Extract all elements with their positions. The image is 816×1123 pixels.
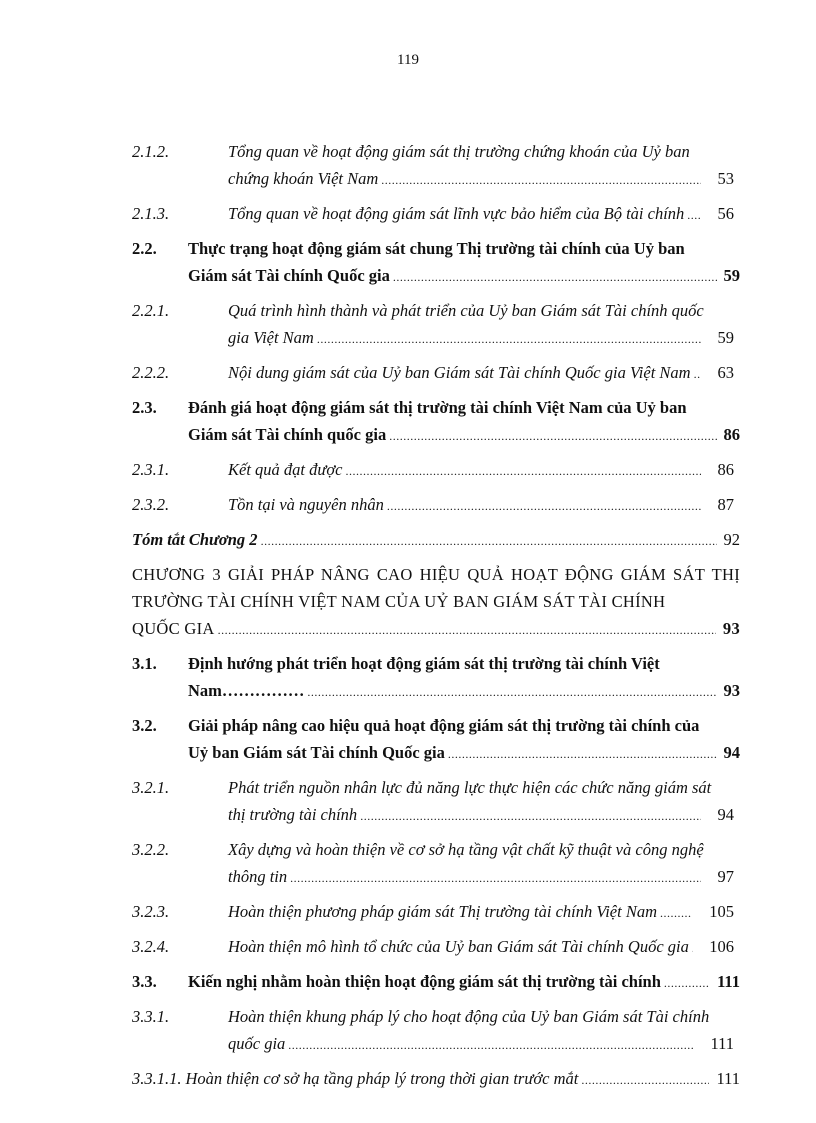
toc-entry-number: 3.2.1. bbox=[132, 778, 170, 797]
toc-entry-number: 3.2.3. bbox=[132, 902, 170, 921]
toc-entry-number: 3.1. bbox=[132, 654, 157, 673]
toc-entry-page: 92 bbox=[723, 530, 740, 549]
toc-entry-page: 111 bbox=[710, 1034, 734, 1053]
toc-entry-title-end: Tồn tại và nguyên nhân bbox=[228, 495, 384, 514]
toc-entry-page: 111 bbox=[716, 1069, 740, 1088]
toc-entry[interactable] bbox=[132, 138, 740, 194]
dot-leader bbox=[389, 423, 716, 450]
dot-leader bbox=[664, 970, 710, 997]
toc-entry[interactable] bbox=[132, 774, 740, 830]
toc-entry-title-end: gia Việt Nam bbox=[228, 328, 314, 347]
toc-entry-page: 111 bbox=[717, 972, 740, 991]
toc-entry-page: 86 bbox=[723, 425, 740, 444]
toc-entry-title-end: quốc gia bbox=[228, 1034, 286, 1053]
dot-leader bbox=[687, 202, 700, 229]
toc-entry-page: 94 bbox=[723, 743, 740, 762]
dot-leader bbox=[218, 617, 716, 644]
toc-entry-title-end: chứng khoán Việt Nam bbox=[228, 169, 379, 188]
dot-leader bbox=[448, 741, 717, 768]
toc-entry-page: 63 bbox=[717, 363, 734, 382]
toc-entry[interactable] bbox=[132, 526, 740, 555]
toc-entry-number: 2.1.2. bbox=[132, 142, 170, 161]
dot-leader bbox=[290, 865, 700, 892]
toc-entry-number: 3.3. bbox=[132, 972, 157, 991]
toc-entry[interactable] bbox=[132, 235, 740, 291]
toc-entry[interactable] bbox=[132, 200, 740, 229]
toc-entry-title: Giải pháp nâng cao hiệu quả hoạt động giám sát thị trường tài chính của bbox=[188, 716, 700, 735]
toc-entry-page: 86 bbox=[717, 460, 734, 479]
toc-entry-title: Thực trạng hoạt động giám sát chung Thị trường tài chính của Uỷ ban bbox=[188, 239, 685, 258]
toc-entry[interactable] bbox=[132, 456, 740, 485]
toc-entry-title-end: Nội dung giám sát của Uỷ ban Giám sát Tài chính Quốc gia Việt Nam bbox=[228, 363, 691, 382]
toc-entry-title-end: Giám sát Tài chính quốc gia bbox=[188, 425, 387, 444]
toc-entry-title-end: thị trường tài chính bbox=[228, 805, 358, 824]
toc-entry-title: CHƯƠNG 3 GIẢI PHÁP NÂNG CAO HIỆU QUẢ HOẠT ĐỘNG GIÁM SÁT THỊ TRƯỜNG TÀI CHÍNH VIỆT NAM CỦA UỶ BAN GIÁM SÁT TÀI CHÍNH bbox=[132, 565, 740, 611]
toc-entry-title-end: Giám sát Tài chính Quốc gia bbox=[188, 266, 390, 285]
toc-entry-title: Phát triển nguồn nhân lực đủ năng lực thực hiện các chức năng giám sát bbox=[228, 778, 712, 797]
toc-entry-number: 3.2. bbox=[132, 716, 157, 735]
toc-entry[interactable] bbox=[132, 968, 740, 997]
toc-entry-page: 93 bbox=[722, 619, 740, 638]
toc-entry[interactable] bbox=[132, 491, 740, 520]
toc-entry-number: 3.2.4. bbox=[132, 937, 170, 956]
toc-entry-number: 3.2.2. bbox=[132, 840, 170, 859]
toc-entry-title: Tổng quan về hoạt động giám sát thị trường chứng khoán của Uỷ ban bbox=[228, 142, 690, 161]
toc-entry-title-end: thông tin bbox=[228, 867, 288, 886]
toc-entry-number: 2.2.2. bbox=[132, 363, 170, 382]
toc-entry-number: 2.2. bbox=[132, 239, 157, 258]
dot-leader bbox=[288, 1032, 693, 1059]
toc-entry[interactable] bbox=[132, 561, 740, 644]
toc-entry[interactable] bbox=[132, 297, 740, 353]
dot-leader bbox=[694, 361, 701, 388]
dot-leader bbox=[360, 803, 700, 830]
toc-entry-title-end: Kết quả đạt được bbox=[228, 460, 343, 479]
toc-entry-number: 2.2.1. bbox=[132, 301, 170, 320]
dot-leader bbox=[346, 458, 701, 485]
toc-entry[interactable] bbox=[132, 1065, 740, 1094]
toc-entry-title-end: QUỐC GIA bbox=[132, 619, 215, 638]
toc-entry[interactable] bbox=[132, 650, 740, 706]
toc-entry-title-end: Hoàn thiện mô hình tổ chức của Uỷ ban Giám sát Tài chính Quốc gia bbox=[228, 937, 689, 956]
toc-entry[interactable] bbox=[132, 394, 740, 450]
toc-entry-number: 2.3.2. bbox=[132, 495, 170, 514]
toc-entry-number: 2.1.3. bbox=[132, 204, 170, 223]
dot-leader bbox=[261, 528, 717, 555]
toc-entry-number: 2.3. bbox=[132, 398, 157, 417]
toc-entry-number: 2.3.1. bbox=[132, 460, 170, 479]
toc-entry-title-end: Hoàn thiện phương pháp giám sát Thị trường tài chính Việt Nam bbox=[228, 902, 658, 921]
dot-leader bbox=[581, 1067, 709, 1094]
toc-entry-title: Định hướng phát triển hoạt động giám sát thị trường tài chính Việt bbox=[188, 654, 660, 673]
dot-leader bbox=[317, 326, 701, 353]
toc-entry-page: 94 bbox=[717, 805, 734, 824]
toc-entry-title-end: Hoàn thiện cơ sở hạ tầng pháp lý trong thời gian trước mắt bbox=[185, 1069, 579, 1088]
toc-entry[interactable] bbox=[132, 898, 740, 927]
toc-entry[interactable] bbox=[132, 712, 740, 768]
toc-entry-title-end: Tổng quan về hoạt động giám sát lĩnh vực bảo hiểm của Bộ tài chính bbox=[228, 204, 685, 223]
toc-entry[interactable] bbox=[132, 1003, 740, 1059]
toc-entry-title-end: Nam…………… bbox=[188, 681, 305, 700]
toc-entry-page: 93 bbox=[723, 681, 740, 700]
toc-entry-title: Quá trình hình thành và phát triển của Uỷ ban Giám sát Tài chính quốc bbox=[228, 301, 704, 320]
toc-entry-number: 3.3.1. bbox=[132, 1007, 170, 1026]
dot-leader bbox=[307, 679, 716, 706]
toc-entry[interactable] bbox=[132, 836, 740, 892]
toc-entry-title-end: Kiến nghị nhằm hoàn thiện hoạt động giám sát thị trường tài chính bbox=[188, 972, 661, 991]
page-number: 119 bbox=[397, 52, 419, 68]
toc-entry[interactable] bbox=[132, 933, 740, 962]
toc-entry-title-end: Uỷ ban Giám sát Tài chính Quốc gia bbox=[188, 743, 445, 762]
toc-entry[interactable] bbox=[132, 359, 740, 388]
toc-entry-number: 3.3.1.1. bbox=[132, 1069, 182, 1088]
dot-leader bbox=[387, 493, 701, 520]
dot-leader bbox=[393, 264, 717, 291]
toc-entry-page: 56 bbox=[717, 204, 734, 223]
toc-entry-page: 97 bbox=[717, 867, 734, 886]
toc-entry-title: Xây dựng và hoàn thiện về cơ sở hạ tầng vật chất kỹ thuật và công nghệ bbox=[228, 840, 704, 859]
dot-leader bbox=[381, 167, 700, 194]
toc-entry-title: Đánh giá hoạt động giám sát thị trường tài chính Việt Nam của Uỷ ban bbox=[188, 398, 687, 417]
toc-entry-page: 105 bbox=[709, 902, 734, 921]
toc-entry-page: 87 bbox=[717, 495, 734, 514]
toc-entry-page: 53 bbox=[717, 169, 734, 188]
toc-entry-page: 106 bbox=[709, 937, 734, 956]
toc-entry-title: Hoàn thiện khung pháp lý cho hoạt động của Uỷ ban Giám sát Tài chính bbox=[228, 1007, 710, 1026]
table-of-contents bbox=[132, 138, 740, 1100]
dot-leader bbox=[660, 900, 692, 927]
toc-entry-page: 59 bbox=[717, 328, 734, 347]
toc-entry-page: 59 bbox=[723, 266, 740, 285]
toc-entry-title-end: Tóm tắt Chương 2 bbox=[132, 530, 258, 549]
